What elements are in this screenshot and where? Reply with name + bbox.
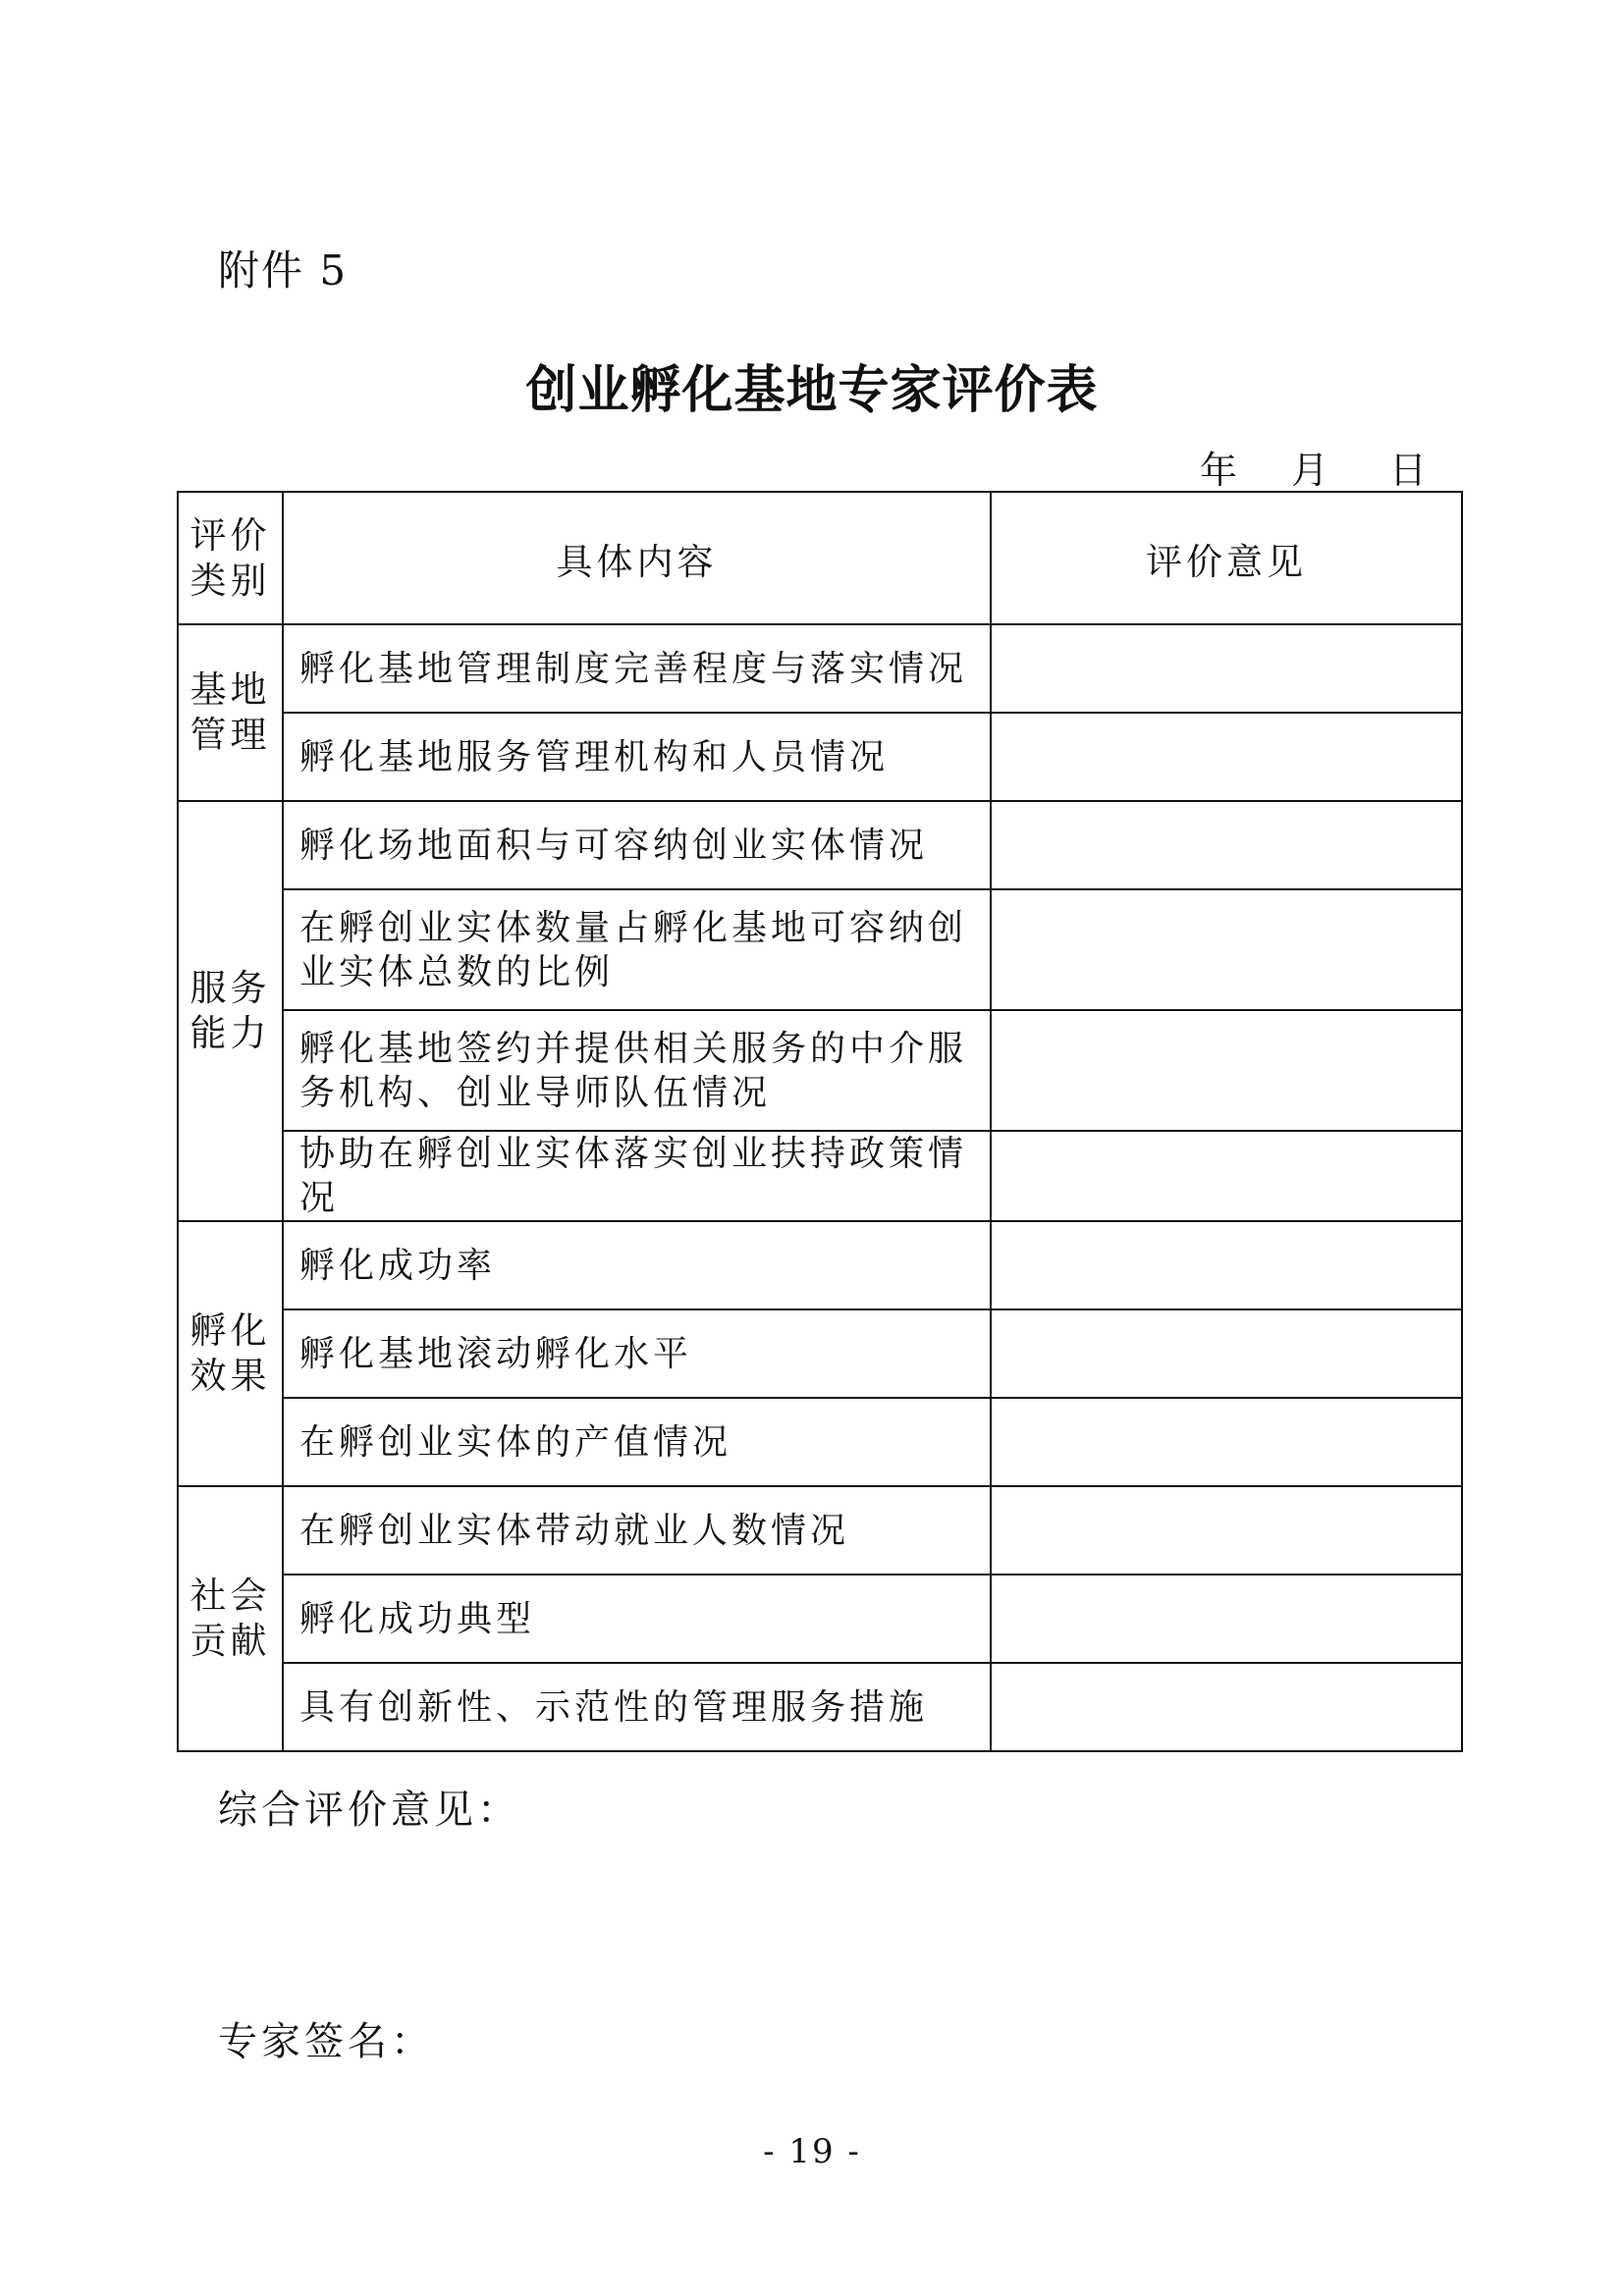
category-cell: 基地管理 [178, 624, 283, 801]
content-cell: 在孵创业实体数量占孵化基地可容纳创业实体总数的比例 [283, 889, 991, 1010]
opinion-cell[interactable] [991, 801, 1462, 889]
opinion-cell[interactable] [991, 1221, 1462, 1309]
header-category: 评价类别 [178, 492, 283, 624]
content-cell: 协助在孵创业实体落实创业扶持政策情况 [283, 1131, 991, 1221]
content-cell: 孵化基地签约并提供相关服务的中介服务机构、创业导师队伍情况 [283, 1010, 991, 1131]
opinion-cell[interactable] [991, 713, 1462, 801]
table-row [178, 1010, 1462, 1131]
header-content: 具体内容 [283, 492, 991, 624]
table-row [178, 1221, 1462, 1309]
opinion-cell[interactable] [991, 1663, 1462, 1751]
content-cell: 孵化成功典型 [283, 1575, 991, 1663]
content-cell: 孵化场地面积与可容纳创业实体情况 [283, 801, 991, 889]
table-row [178, 889, 1462, 1010]
opinion-cell[interactable] [991, 1131, 1462, 1221]
attachment-label: 附件 5 [218, 246, 349, 294]
category-cell: 社会贡献 [178, 1486, 283, 1751]
page-number: - 19 - [763, 2132, 861, 2171]
evaluation-table [177, 491, 1463, 1752]
category-cell: 服务能力 [178, 801, 283, 1221]
expert-signature-label: 专家签名： [218, 2019, 434, 2064]
opinion-cell[interactable] [991, 1309, 1462, 1398]
opinion-cell[interactable] [991, 1486, 1462, 1575]
table-row [178, 1398, 1462, 1486]
opinion-cell[interactable] [991, 1010, 1462, 1131]
table-row [178, 1575, 1462, 1663]
opinion-cell[interactable] [991, 624, 1462, 713]
table-row [178, 1663, 1462, 1751]
opinion-cell[interactable] [991, 889, 1462, 1010]
table-row [178, 1486, 1462, 1575]
header-opinion: 评价意见 [991, 492, 1462, 624]
table-row [178, 713, 1462, 801]
opinion-cell[interactable] [991, 1398, 1462, 1486]
content-cell: 在孵创业实体带动就业人数情况 [283, 1486, 991, 1575]
table-row [178, 1131, 1462, 1221]
table-row [178, 801, 1462, 889]
document-title: 创业孵化基地专家评价表 [525, 360, 1099, 420]
table-header-row [178, 492, 1462, 624]
content-cell: 在孵创业实体的产值情况 [283, 1398, 991, 1486]
table-row [178, 1309, 1462, 1398]
category-cell: 孵化效果 [178, 1221, 283, 1486]
date-day-label: 日 [1389, 449, 1428, 492]
date-month-label: 月 [1291, 449, 1329, 492]
table-row [178, 624, 1462, 713]
content-cell: 孵化成功率 [283, 1221, 991, 1309]
content-cell: 孵化基地滚动孵化水平 [283, 1309, 991, 1398]
summary-opinion-label: 综合评价意见： [218, 1788, 520, 1833]
opinion-cell[interactable] [991, 1575, 1462, 1663]
content-cell: 孵化基地管理制度完善程度与落实情况 [283, 624, 991, 713]
content-cell: 具有创新性、示范性的管理服务措施 [283, 1663, 991, 1751]
date-year-label: 年 [1200, 449, 1238, 492]
content-cell: 孵化基地服务管理机构和人员情况 [283, 713, 991, 801]
